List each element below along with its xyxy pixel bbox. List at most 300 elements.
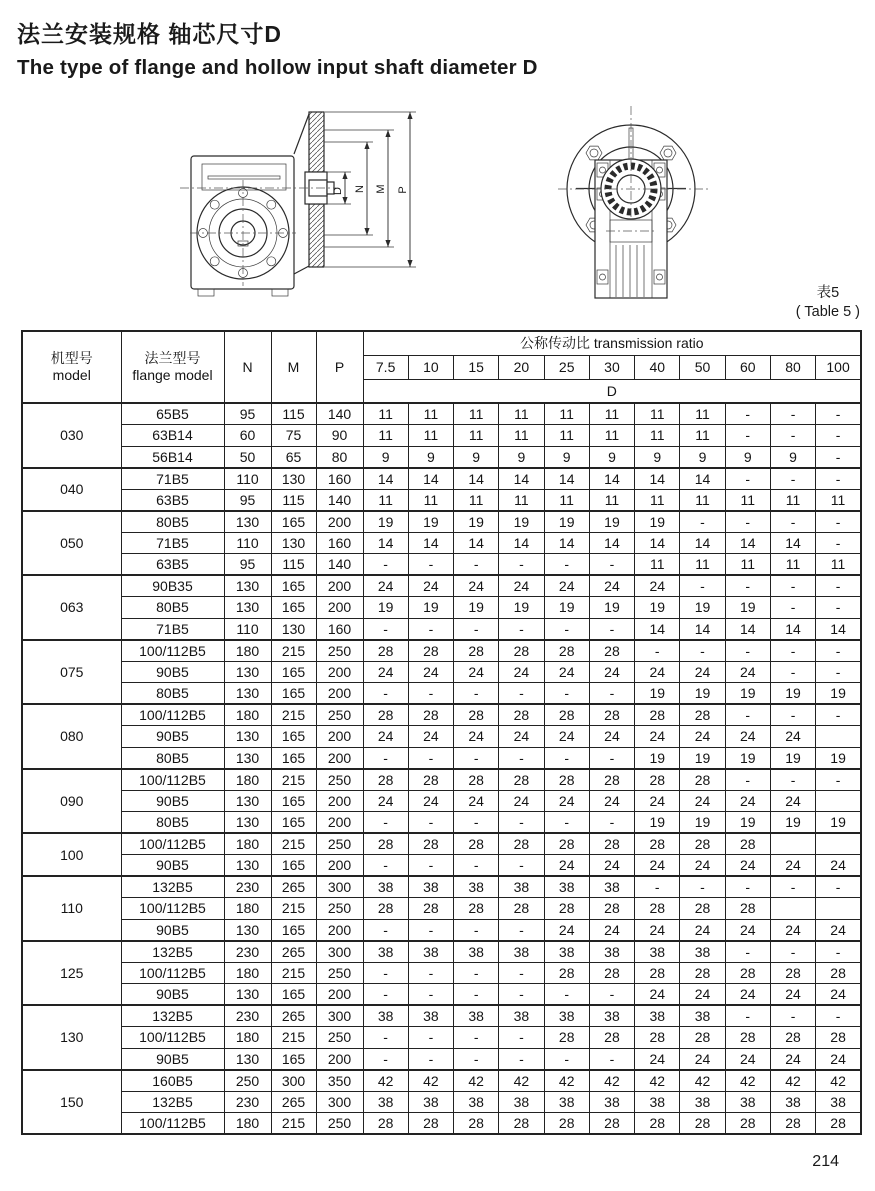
d-cell: 9: [635, 446, 680, 468]
d-cell: 42: [363, 1070, 408, 1092]
p-cell: 200: [316, 511, 363, 533]
p-cell: 80: [316, 446, 363, 468]
d-cell: -: [589, 683, 634, 705]
d-cell: 24: [635, 790, 680, 812]
p-cell: 300: [316, 1005, 363, 1027]
d-cell: -: [544, 1048, 589, 1070]
m-cell: 65: [271, 446, 316, 468]
n-cell: 130: [224, 1048, 271, 1070]
d-cell: 28: [816, 1113, 861, 1135]
d-cell: 28: [589, 1027, 634, 1049]
d-cell: -: [770, 1005, 815, 1027]
d-cell: 19: [408, 511, 453, 533]
flange-cell: 100/112B5: [121, 704, 224, 726]
d-cell: -: [770, 941, 815, 963]
flange-cell: 90B5: [121, 1048, 224, 1070]
d-cell: -: [816, 661, 861, 683]
side-view-drawing: [172, 102, 432, 307]
d-cell: -: [770, 403, 815, 425]
n-cell: 130: [224, 597, 271, 619]
d-cell: 38: [408, 1091, 453, 1113]
d-cell: 24: [363, 726, 408, 748]
d-cell: 28: [589, 704, 634, 726]
d-cell: -: [499, 1027, 544, 1049]
n-cell: 130: [224, 511, 271, 533]
m-cell: 165: [271, 726, 316, 748]
d-cell: -: [499, 683, 544, 705]
d-cell: -: [816, 704, 861, 726]
d-cell: -: [589, 812, 634, 834]
d-cell: 19: [680, 747, 725, 769]
table-row: [22, 618, 861, 640]
header-ratio: 80: [770, 355, 815, 379]
m-cell: 215: [271, 833, 316, 855]
model-cell: 150: [22, 1070, 121, 1135]
table-row: [22, 747, 861, 769]
d-cell: 19: [544, 597, 589, 619]
d-cell: 14: [408, 532, 453, 554]
n-cell: 130: [224, 812, 271, 834]
d-cell: 24: [635, 984, 680, 1006]
header-flange: 法兰型号 flange model: [121, 331, 224, 403]
d-cell: 24: [363, 575, 408, 597]
d-cell: 14: [680, 468, 725, 490]
model-cell: 090: [22, 769, 121, 834]
header-ratio: 20: [499, 355, 544, 379]
d-cell: -: [544, 683, 589, 705]
model-cell: 030: [22, 403, 121, 468]
d-cell: 11: [770, 489, 815, 511]
d-cell: -: [408, 683, 453, 705]
table-row: [22, 876, 861, 898]
d-cell: 28: [544, 962, 589, 984]
d-cell: -: [725, 941, 770, 963]
d-cell: 24: [725, 726, 770, 748]
d-cell: 38: [589, 876, 634, 898]
d-cell: 24: [544, 575, 589, 597]
d-cell: -: [454, 747, 499, 769]
d-cell: -: [725, 403, 770, 425]
d-cell: 24: [770, 984, 815, 1006]
d-cell: 11: [680, 554, 725, 576]
d-cell: 19: [680, 683, 725, 705]
d-cell: 28: [589, 833, 634, 855]
d-cell: 11: [544, 425, 589, 447]
n-cell: 130: [224, 984, 271, 1006]
flange-cell: 90B5: [121, 919, 224, 941]
table-row: [22, 661, 861, 683]
flange-cell: 100/112B5: [121, 640, 224, 662]
table-row: [22, 446, 861, 468]
d-cell: 14: [499, 532, 544, 554]
d-cell: 24: [725, 855, 770, 877]
table-row: [22, 855, 861, 877]
table-row: [22, 1091, 861, 1113]
d-cell: 11: [499, 403, 544, 425]
d-cell: 11: [635, 489, 680, 511]
n-cell: 130: [224, 726, 271, 748]
d-cell: 28: [363, 640, 408, 662]
d-cell: 9: [363, 446, 408, 468]
d-cell: 19: [770, 747, 815, 769]
header-p: P: [316, 331, 363, 403]
header-ratio-label: 公称传动比 transmission ratio: [363, 331, 861, 355]
d-cell: 14: [635, 468, 680, 490]
d-cell: 28: [499, 640, 544, 662]
d-cell: 28: [725, 898, 770, 920]
d-cell: -: [725, 769, 770, 791]
m-cell: 165: [271, 575, 316, 597]
d-cell: 28: [454, 769, 499, 791]
table-row: [22, 919, 861, 941]
p-cell: 200: [316, 984, 363, 1006]
d-cell: 38: [680, 941, 725, 963]
d-cell: 19: [770, 683, 815, 705]
n-cell: 110: [224, 618, 271, 640]
d-cell: 11: [816, 489, 861, 511]
model-cell: 080: [22, 704, 121, 769]
m-cell: 265: [271, 941, 316, 963]
d-cell: 24: [408, 726, 453, 748]
d-cell: 11: [680, 425, 725, 447]
d-cell: -: [408, 747, 453, 769]
d-cell: 38: [589, 1005, 634, 1027]
d-cell: -: [499, 812, 544, 834]
d-cell: -: [454, 855, 499, 877]
d-cell: 28: [454, 1113, 499, 1135]
d-cell: 24: [725, 661, 770, 683]
d-cell: 24: [589, 661, 634, 683]
front-view-diagram: [540, 100, 770, 305]
d-cell: 24: [454, 575, 499, 597]
d-cell: -: [816, 403, 861, 425]
m-cell: 115: [271, 403, 316, 425]
d-cell: 19: [589, 597, 634, 619]
d-cell: 38: [680, 1005, 725, 1027]
d-cell: 14: [770, 618, 815, 640]
d-cell: 24: [680, 984, 725, 1006]
d-cell: 19: [499, 511, 544, 533]
p-cell: 140: [316, 403, 363, 425]
flange-cell: 90B5: [121, 661, 224, 683]
d-cell: 28: [544, 1113, 589, 1135]
flange-cell: 132B5: [121, 941, 224, 963]
d-cell: 19: [363, 511, 408, 533]
d-cell: 42: [770, 1070, 815, 1092]
d-cell: 19: [725, 747, 770, 769]
d-cell: 24: [544, 919, 589, 941]
d-cell: 28: [680, 1027, 725, 1049]
d-cell: 38: [544, 941, 589, 963]
d-cell: -: [770, 597, 815, 619]
table-row: [22, 812, 861, 834]
d-cell: -: [816, 597, 861, 619]
d-cell: -: [770, 425, 815, 447]
p-cell: 250: [316, 898, 363, 920]
d-cell: 28: [363, 704, 408, 726]
d-cell: 14: [544, 468, 589, 490]
d-cell: 28: [408, 704, 453, 726]
d-cell: 38: [635, 1091, 680, 1113]
p-cell: 140: [316, 489, 363, 511]
d-cell: 38: [589, 1091, 634, 1113]
d-cell: 19: [499, 597, 544, 619]
d-cell: 24: [635, 919, 680, 941]
d-cell: 38: [499, 1091, 544, 1113]
table-row: [22, 403, 861, 425]
m-cell: 215: [271, 769, 316, 791]
dim-label-p: P: [397, 186, 409, 194]
d-cell: -: [408, 554, 453, 576]
d-cell: -: [589, 554, 634, 576]
d-cell: 28: [725, 833, 770, 855]
d-cell: 42: [816, 1070, 861, 1092]
table-row: [22, 511, 861, 533]
d-cell: 24: [408, 575, 453, 597]
d-cell: -: [408, 855, 453, 877]
table-row: [22, 1113, 861, 1135]
d-cell: 11: [499, 425, 544, 447]
p-cell: 200: [316, 790, 363, 812]
flange-cell: 71B5: [121, 618, 224, 640]
d-cell: -: [408, 618, 453, 640]
p-cell: 300: [316, 1091, 363, 1113]
d-cell: 14: [454, 532, 499, 554]
d-cell: 19: [635, 511, 680, 533]
n-cell: 180: [224, 1113, 271, 1135]
d-cell: 28: [499, 898, 544, 920]
d-cell: [816, 898, 861, 920]
p-cell: 250: [316, 833, 363, 855]
d-cell: -: [680, 575, 725, 597]
n-cell: 230: [224, 876, 271, 898]
d-cell: 24: [589, 919, 634, 941]
flange-cell: 90B35: [121, 575, 224, 597]
d-cell: 24: [725, 790, 770, 812]
d-cell: -: [589, 984, 634, 1006]
d-cell: -: [725, 1005, 770, 1027]
flange-cell: 80B5: [121, 747, 224, 769]
d-cell: -: [363, 812, 408, 834]
d-cell: -: [499, 984, 544, 1006]
table-body: [22, 403, 861, 1134]
d-cell: 28: [363, 898, 408, 920]
d-cell: -: [816, 769, 861, 791]
p-cell: 200: [316, 597, 363, 619]
d-cell: 11: [725, 554, 770, 576]
d-cell: 28: [635, 769, 680, 791]
page-title-en: The type of flange and hollow input shaft diameter D: [17, 56, 538, 79]
d-cell: 28: [499, 833, 544, 855]
m-cell: 165: [271, 919, 316, 941]
d-cell: 42: [499, 1070, 544, 1092]
flange-cell: 71B5: [121, 468, 224, 490]
d-cell: 28: [454, 833, 499, 855]
dim-label-n: N: [354, 185, 366, 193]
d-cell: 28: [725, 962, 770, 984]
p-cell: 200: [316, 919, 363, 941]
d-cell: 24: [454, 790, 499, 812]
flange-cell: 160B5: [121, 1070, 224, 1092]
d-cell: -: [770, 575, 815, 597]
d-cell: 14: [770, 532, 815, 554]
n-cell: 130: [224, 747, 271, 769]
d-cell: -: [589, 747, 634, 769]
p-cell: 250: [316, 1113, 363, 1135]
d-cell: -: [770, 468, 815, 490]
d-cell: 38: [408, 1005, 453, 1027]
m-cell: 115: [271, 554, 316, 576]
d-cell: 11: [408, 425, 453, 447]
d-cell: -: [725, 425, 770, 447]
d-cell: 14: [635, 532, 680, 554]
side-view-diagram: [172, 102, 432, 307]
n-cell: 110: [224, 468, 271, 490]
d-cell: 9: [680, 446, 725, 468]
d-cell: 19: [725, 683, 770, 705]
d-cell: 24: [680, 919, 725, 941]
table-row: [22, 489, 861, 511]
header-ratio: 60: [725, 355, 770, 379]
flange-cell: 132B5: [121, 1005, 224, 1027]
d-cell: -: [363, 618, 408, 640]
d-cell: 9: [499, 446, 544, 468]
d-cell: -: [725, 575, 770, 597]
d-cell: -: [770, 640, 815, 662]
n-cell: 230: [224, 1091, 271, 1113]
d-cell: 24: [499, 661, 544, 683]
flange-cell: 100/112B5: [121, 769, 224, 791]
d-cell: -: [635, 640, 680, 662]
header-ratio: 30: [589, 355, 634, 379]
d-cell: 24: [363, 790, 408, 812]
d-cell: 28: [454, 640, 499, 662]
d-cell: 14: [725, 532, 770, 554]
flange-cell: 56B14: [121, 446, 224, 468]
m-cell: 165: [271, 790, 316, 812]
flange-cell: 100/112B5: [121, 1113, 224, 1135]
table-row: [22, 790, 861, 812]
d-cell: 11: [544, 489, 589, 511]
d-cell: 24: [363, 661, 408, 683]
d-cell: -: [635, 876, 680, 898]
d-cell: 24: [725, 1048, 770, 1070]
d-cell: 24: [544, 855, 589, 877]
d-cell: 19: [680, 597, 725, 619]
d-cell: 9: [589, 446, 634, 468]
model-cell: 130: [22, 1005, 121, 1070]
d-cell: -: [770, 511, 815, 533]
d-cell: -: [408, 984, 453, 1006]
d-cell: 19: [589, 511, 634, 533]
d-cell: 38: [454, 876, 499, 898]
model-cell: 063: [22, 575, 121, 640]
d-cell: 38: [589, 941, 634, 963]
d-cell: 38: [544, 1005, 589, 1027]
m-cell: 130: [271, 532, 316, 554]
d-cell: 24: [499, 575, 544, 597]
d-cell: 28: [589, 898, 634, 920]
d-cell: 24: [680, 1048, 725, 1070]
d-cell: 19: [544, 511, 589, 533]
d-cell: -: [454, 812, 499, 834]
d-cell: -: [589, 1048, 634, 1070]
d-cell: 28: [589, 962, 634, 984]
d-cell: 28: [770, 962, 815, 984]
d-cell: -: [408, 1027, 453, 1049]
d-cell: 38: [770, 1091, 815, 1113]
d-cell: 24: [499, 726, 544, 748]
d-cell: 11: [454, 403, 499, 425]
p-cell: 200: [316, 726, 363, 748]
d-cell: 38: [363, 1005, 408, 1027]
n-cell: 50: [224, 446, 271, 468]
d-cell: 24: [680, 855, 725, 877]
d-cell: 24: [635, 1048, 680, 1070]
table-row: [22, 468, 861, 490]
d-cell: 24: [816, 919, 861, 941]
d-cell: 19: [680, 812, 725, 834]
d-cell: 38: [680, 1091, 725, 1113]
d-cell: 24: [770, 919, 815, 941]
m-cell: 165: [271, 747, 316, 769]
d-cell: 24: [816, 1048, 861, 1070]
d-cell: 38: [544, 876, 589, 898]
n-cell: 110: [224, 532, 271, 554]
d-cell: 42: [454, 1070, 499, 1092]
table-caption: [796, 284, 860, 322]
flange-cell: 100/112B5: [121, 962, 224, 984]
d-cell: 28: [544, 640, 589, 662]
m-cell: 165: [271, 511, 316, 533]
p-cell: 200: [316, 812, 363, 834]
d-cell: 11: [499, 489, 544, 511]
m-cell: 215: [271, 898, 316, 920]
d-cell: 28: [770, 1027, 815, 1049]
d-cell: 42: [408, 1070, 453, 1092]
d-cell: 24: [544, 661, 589, 683]
d-cell: 14: [635, 618, 680, 640]
m-cell: 215: [271, 1027, 316, 1049]
d-cell: -: [363, 554, 408, 576]
d-cell: -: [816, 511, 861, 533]
d-cell: 28: [635, 962, 680, 984]
d-cell: 11: [363, 489, 408, 511]
n-cell: 180: [224, 1027, 271, 1049]
n-cell: 130: [224, 661, 271, 683]
d-cell: [816, 790, 861, 812]
table-row: [22, 941, 861, 963]
d-cell: -: [454, 683, 499, 705]
d-cell: -: [363, 747, 408, 769]
model-cell: 125: [22, 941, 121, 1006]
d-cell: -: [408, 1048, 453, 1070]
d-cell: -: [499, 618, 544, 640]
table-caption-en: ( Table 5 ): [795, 303, 860, 320]
n-cell: 230: [224, 1005, 271, 1027]
page-number: 214: [812, 1153, 839, 1170]
d-cell: -: [408, 919, 453, 941]
d-cell: 28: [635, 1113, 680, 1135]
d-cell: 28: [454, 898, 499, 920]
m-cell: 165: [271, 1048, 316, 1070]
flange-cell: 90B5: [121, 790, 224, 812]
d-cell: 24: [770, 855, 815, 877]
flange-cell: 132B5: [121, 876, 224, 898]
flange-cell: 63B14: [121, 425, 224, 447]
d-cell: 38: [363, 941, 408, 963]
d-cell: 28: [363, 833, 408, 855]
